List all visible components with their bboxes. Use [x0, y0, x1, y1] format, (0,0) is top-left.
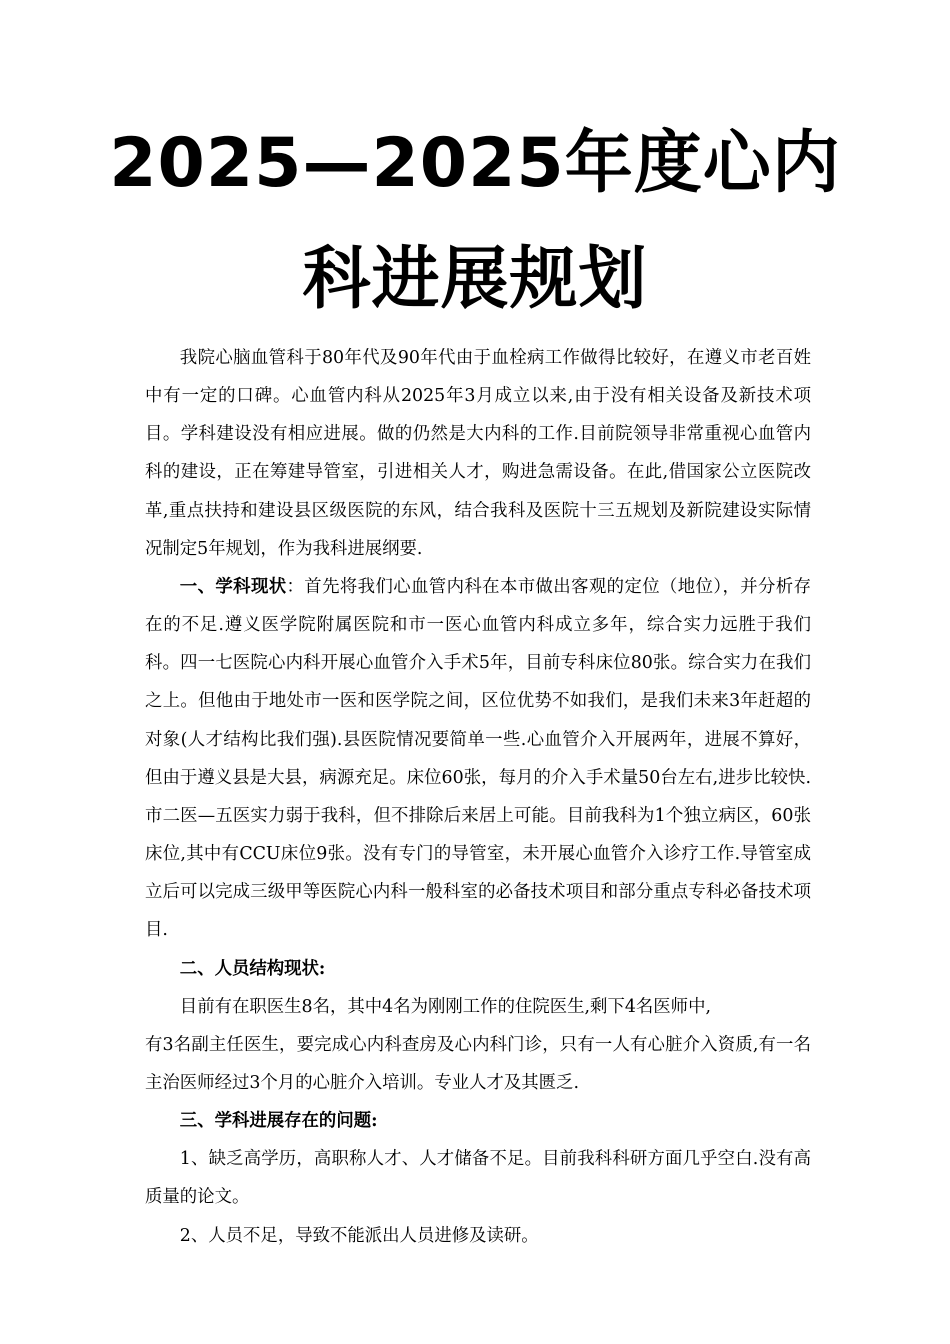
document-title-line-2: 科进展规划	[302, 240, 648, 319]
section-2-text-a: 目前有在职医生8名，其中4名为刚刚工作的住院医生,剩下4名医师中,	[179, 996, 711, 1017]
section-1-paragraph	[145, 568, 811, 950]
section-1-text: ：首先将我们心血管内科在本市做出客观的定位（地位），并分析存在的不足.遵义医学院附属医院和市一医心血管内科成立多年，综合实力远胜于我们科。四一七医院心内科开展心血管介入手术5年，目前专科床位80张。综合实力在我们之上。但他由于地处市一医和医学院之间，区位优势不如我们，是我们未来3年赶超的对象(人才结构比我们强).县医院情况要简单一些.心血管介入开展两年，进展不算好，但由于遵义县是大县，病源充足。床位60张，每月的介入手术量50台左右,进步比较快.市二医—五医实力弱于我科，但不排除后来居上可能。目前我科为1个独立病区，60张床位,其中有CCU床位9张。没有专门的导管室，未开展心血管介入诊疗工作.导管室成立后可以完成三级甲等医院心内科一般科室的必备技术项目和部分重点专科必备技术项目.	[145, 576, 811, 941]
document-body	[145, 339, 811, 1255]
intro-paragraph: 我院心脑血管科于80年代及90年代由于血栓病工作做得比较好，在遵义市老百姓中有一定的口碑。心血管内科从2025年3月成立以来,由于没有相关设备及新技术项目。学科建设没有相应进展。做的仍然是大内科的工作.目前院领导非常重视心血管内科的建设，正在筹建导管室，引进相关人才，购进急需设备。在此,借国家公立医院改革,重点扶持和建设县区级医院的东风，结合我科及医院十三五规划及新院建设实际情况制定5年规划，作为我科进展纲要.	[145, 348, 811, 559]
section-1-heading: 一、学科现状	[179, 576, 287, 597]
section-2-heading: 二、人员结构现状:	[179, 958, 326, 979]
section-3-heading: 三、学科进展存在的问题:	[179, 1111, 378, 1132]
section-3-item-2: 2、人员不足，导致不能派出人员进修及读研。	[179, 1225, 539, 1246]
document-title-line-1: 2025—2025年度心内	[109, 124, 841, 203]
section-2-text-b: 有3名副主任医生，要完成心内科查房及心内科门诊，只有一人有心脏介入资质,有一名主治医师经过3个月的心脏介入培训。专业人才及其匮乏.	[145, 1034, 811, 1093]
section-3-item-1: 1、缺乏高学历，高职称人才、人才储备不足。目前我科科研方面几乎空白.没有高质量的论文。	[145, 1149, 811, 1208]
